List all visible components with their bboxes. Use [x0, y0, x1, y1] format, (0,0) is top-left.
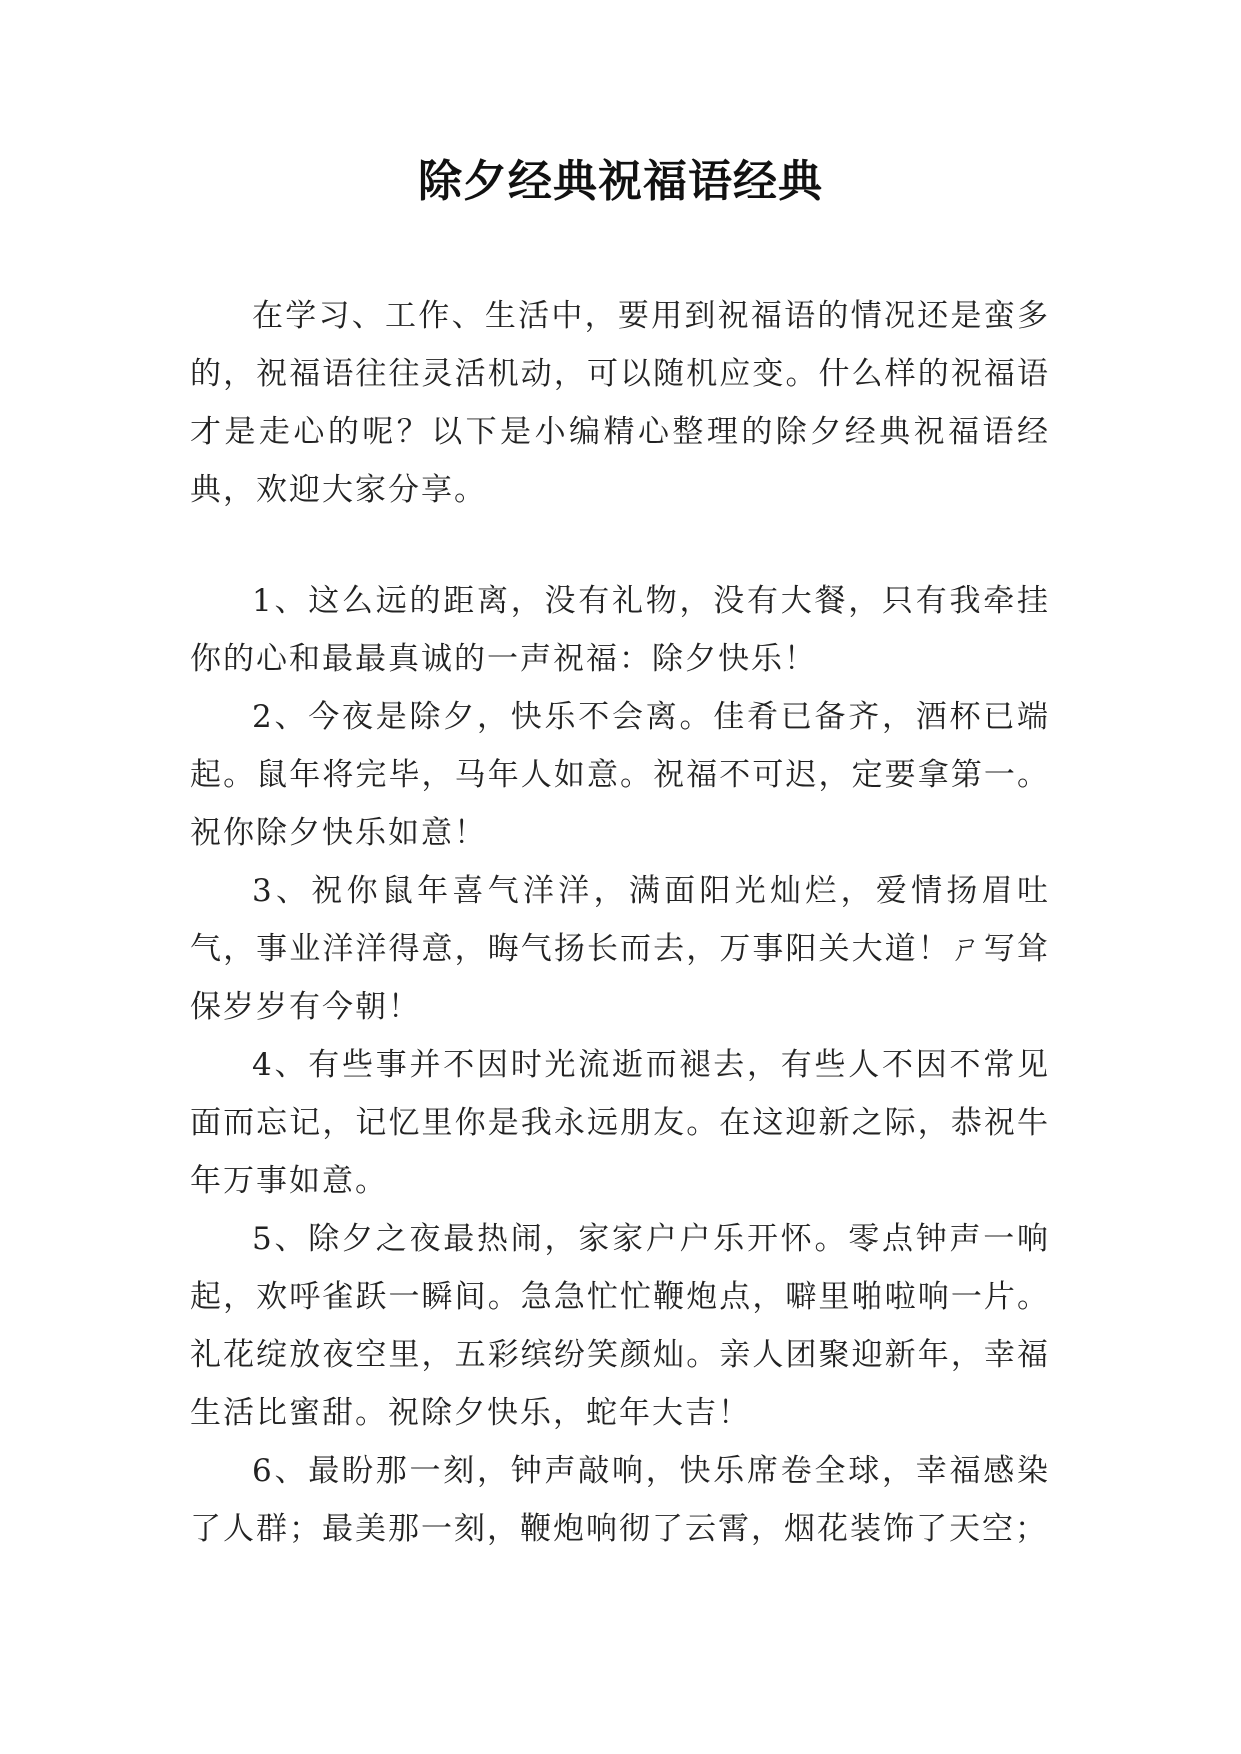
greeting-item-6: 6、最盼那一刻，钟声敲响，快乐席卷全球，幸福感染了人群；最美那一刻，鞭炮响彻了云霄，烟花装饰了天空；	[190, 1453, 1050, 1547]
intro-paragraph: 在学习、工作、生活中，要用到祝福语的情况还是蛮多的，祝福语往往灵活机动，可以随机应变。什么样的祝福语才是走心的呢？以下是小编精心整理的除夕经典祝福语经典，欢迎大家分享。	[190, 298, 1050, 508]
greeting-item-2: 2、今夜是除夕，快乐不会离。佳肴已备齐，酒杯已端起。鼠年将完毕，马年人如意。祝福不可迟，定要拿第一。祝你除夕快乐如意！	[190, 699, 1050, 851]
greeting-item-4: 4、有些事并不因时光流逝而褪去，有些人不因不常见面而忘记，记忆里你是我永远朋友。在这迎新之际，恭祝牛年万事如意。	[190, 1047, 1050, 1199]
greeting-item-3: 3、祝你鼠年喜气洋洋，满面阳光灿烂，爱情扬眉吐气，事业洋洋得意，晦气扬长而去，万事阳关大道！ㄕ写耸保岁岁有今朝！	[190, 873, 1050, 1025]
greetings-list	[190, 572, 1050, 1558]
greeting-item-1: 1、这么远的距离，没有礼物，没有大餐，只有我牵挂你的心和最最真诚的一声祝福：除夕快乐！	[190, 583, 1050, 677]
intro-section	[190, 287, 1050, 519]
greeting-item-5: 5、除夕之夜最热闹，家家户户乐开怀。零点钟声一响起，欢呼雀跃一瞬间。急急忙忙鞭炮点，噼里啪啦响一片。礼花绽放夜空里，五彩缤纷笑颜灿。亲人团聚迎新年，幸福生活比蜜甜。祝除夕快乐，蛇年大吉！	[190, 1221, 1050, 1431]
document-title: 除夕经典祝福语经典	[418, 156, 823, 207]
